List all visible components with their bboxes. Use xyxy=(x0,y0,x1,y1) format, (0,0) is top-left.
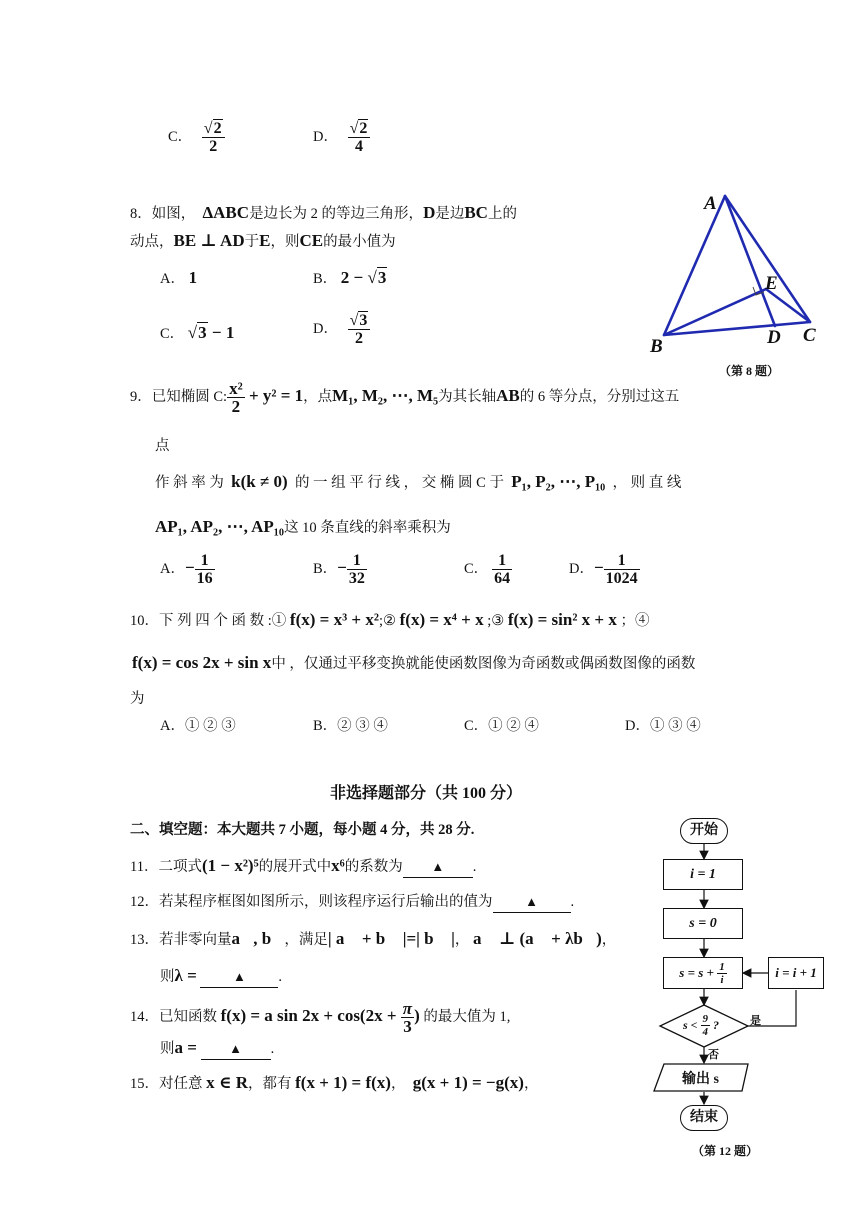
q7-option-d: D． $\frac{√2}{4}$ xyxy=(313,120,370,155)
flow-condition: s < $\frac{9}{4}$ ? xyxy=(683,1013,720,1038)
flow-no-label: 否 xyxy=(708,1049,719,1061)
label-b: B xyxy=(650,336,663,357)
q9-option-d: D．− $\frac{1}{1024}$ xyxy=(569,552,638,587)
flowchart-caption: （第 12 题） xyxy=(692,1144,759,1158)
q9-option-b: B．− $\frac{1}{32}$ xyxy=(313,552,365,587)
flow-yes-label: 是 xyxy=(750,1015,761,1027)
q11: 11．二项式(1 − x²)⁵的展开式中x⁶的系数为 ▲ . xyxy=(130,856,476,878)
q9-line1: 9．已知椭圆 C: $\frac{\text{x²}}{2}$ + y² = 1，点M₁, M₂, ⋯, M₅为其长轴AB的 6 等分点，分别过这五 xyxy=(130,379,680,416)
flow-update-s: s = s + $\frac{1}{i}$ xyxy=(663,957,743,989)
label-e: E xyxy=(765,273,778,294)
q13-line2: 则λ = ▲ . xyxy=(160,966,282,988)
q10-line2: f(x) = cos 2x + sin x中 ，仅通过平移变换就能使函数图像为奇函数或偶函数图像的函数 xyxy=(132,653,696,672)
q9-line3: 作 斜 率 为 k(k ≠ 0) 的 一 组 平 行 线 ， 交 椭 圆 C 于 P₁, P₂, ⋯, P₁₀ ， 则 直 线 xyxy=(155,472,682,491)
q8-option-b: B． 2 − √3 xyxy=(313,268,387,287)
q10-option-b: B．② ③ ④ xyxy=(313,718,388,734)
q9-option-a: A．− $\frac{1}{16}$ xyxy=(160,552,213,587)
q8-line2: 动点，BE ⊥ AD于E，则CE的最小值为 xyxy=(130,231,396,250)
section-title: 非选择题部分（共 100 分） xyxy=(330,785,523,802)
q12: 12．若某程序框图如图所示，则该程序运行后输出的值为 ▲ . xyxy=(130,892,574,913)
label-a: A xyxy=(704,193,717,214)
q10-option-a: A．① ② ③ xyxy=(160,718,236,734)
q15-line1: 15．对任意 x ∈ R，都有 f(x + 1) = f(x)， g(x + 1) = −g(x)， xyxy=(130,1073,539,1092)
q8-option-c: C． √3 − 1 xyxy=(160,323,235,342)
q10-line1: 10．下 列 四 个 函 数 :① f(x) = x³ + x²;② f(x) = x⁴ + x ;③ f(x) = sin² x + x ；④ xyxy=(130,610,650,629)
q8-triangle-figure xyxy=(640,188,830,360)
q10-line3: 为 xyxy=(130,691,145,707)
label-d: D xyxy=(767,327,781,348)
q9-line4: AP₁, AP₂, ⋯, AP₁₀这 10 条直线的斜率乘积为 xyxy=(155,517,451,536)
flow-output: 输出 s xyxy=(682,1072,719,1087)
q8-line1: 8．如图， ΔABC是边长为 2 的等边三角形，D是边BC上的 xyxy=(130,203,517,222)
flow-init-s: s = 0 xyxy=(663,908,743,939)
q10-option-d: D．① ③ ④ xyxy=(625,718,701,734)
q7-option-c: C． $\frac{√2}{2}$ xyxy=(168,120,225,155)
flow-start: 开始 xyxy=(680,818,728,844)
label-c: C xyxy=(803,325,816,346)
fill-in-heading: 二、填空题：本大题共 7 小题，每小题 4 分，共 28 分. xyxy=(130,822,475,838)
q14-line1: 14．已知函数 f(x) = a sin 2x + cos(2x + $\frac{\pi}{3}$ ) 的最大值为 1, xyxy=(130,999,511,1036)
flow-end: 结束 xyxy=(680,1105,728,1131)
triangle-abc xyxy=(664,196,810,335)
q13-line1: 13．若非零向量a⃗, b⃗，满足| a⃗ + b⃗ |=| b⃗ |， a⃗ ⊥ (a⃗ + λb⃗)， xyxy=(130,929,617,948)
q8-figure-caption: （第 8 题） xyxy=(719,364,780,378)
q8-option-a: A． 1 xyxy=(160,268,198,287)
q9-option-c: C． $\frac{1}{64}$ xyxy=(464,552,511,587)
q9-line2: 点 xyxy=(155,438,170,454)
flow-init-i: i = 1 xyxy=(663,859,743,890)
q8-option-d: D． $\frac{√3}{2}$ xyxy=(313,312,370,347)
flow-update-i: i = i + 1 xyxy=(768,957,824,989)
q10-option-c: C．① ② ④ xyxy=(464,718,539,734)
q14-line2: 则a = ▲ . xyxy=(160,1038,274,1060)
